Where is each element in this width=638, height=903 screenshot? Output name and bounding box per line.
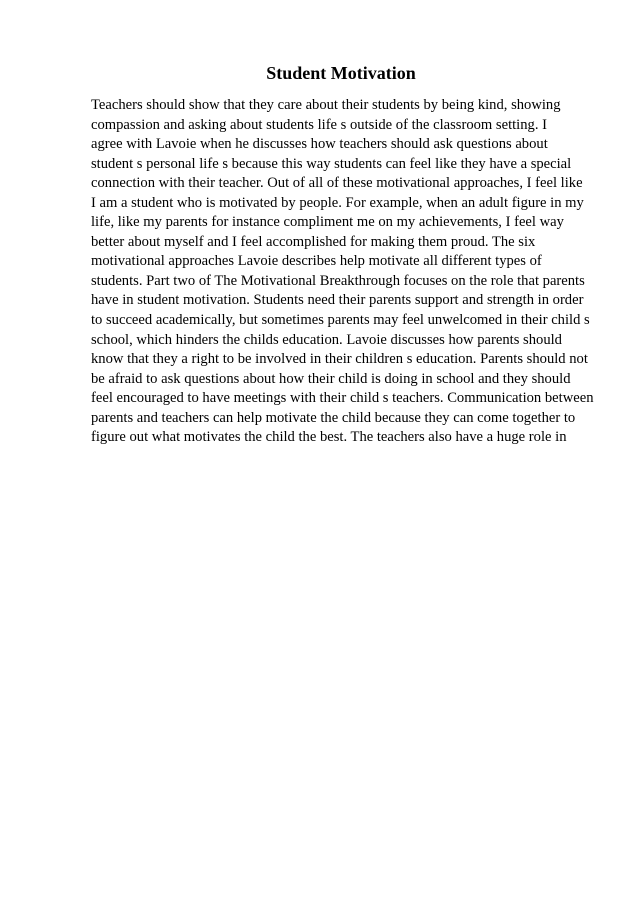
text-line: life, like my parents for instance compliment me on my achievements, I feel way [91,214,564,231]
text-line: students. Part two of The Motivational Breakthrough focuses on the role that parents [91,272,585,289]
text-line: better about myself and I feel accomplished for making them proud. The six [91,233,536,250]
text-line: student s personal life s because this way students can feel like they have a special [91,155,572,172]
text-line: Teachers should show that they care about their students by being kind, showing [91,97,561,113]
text-line: have in student motivation. Students need their parents support and strength in order [91,292,584,309]
text-line: school, which hinders the childs education. Lavoie discusses how parents should [91,331,562,348]
text-line: connection with their teacher. Out of all of these motivational approaches, I feel like [91,175,583,192]
text-line: know that they a right to be involved in their children s education. Parents should not [91,351,588,368]
body-paragraph [91,96,621,448]
text-line: parents and teachers can help motivate the child because they can come together to [91,409,576,426]
text-line: compassion and asking about students life s outside of the classroom setting. I [91,116,547,133]
text-line: feel encouraged to have meetings with their child s teachers. Communication between [91,390,594,407]
text-line: I am a student who is motivated by people. For example, when an adult figure in my [91,194,584,211]
document-title: Student Motivation [266,63,416,83]
text-line: be afraid to ask questions about how their child is doing in school and they should [91,370,571,387]
text-line: agree with Lavoie when he discusses how teachers should ask questions about [91,136,548,153]
text-line: motivational approaches Lavoie describes help motivate all different types of [91,253,542,270]
text-line: figure out what motivates the child the best. The teachers also have a huge role in [91,429,567,446]
text-line: to succeed academically, but sometimes parents may feel unwelcomed in their child s [91,312,590,329]
